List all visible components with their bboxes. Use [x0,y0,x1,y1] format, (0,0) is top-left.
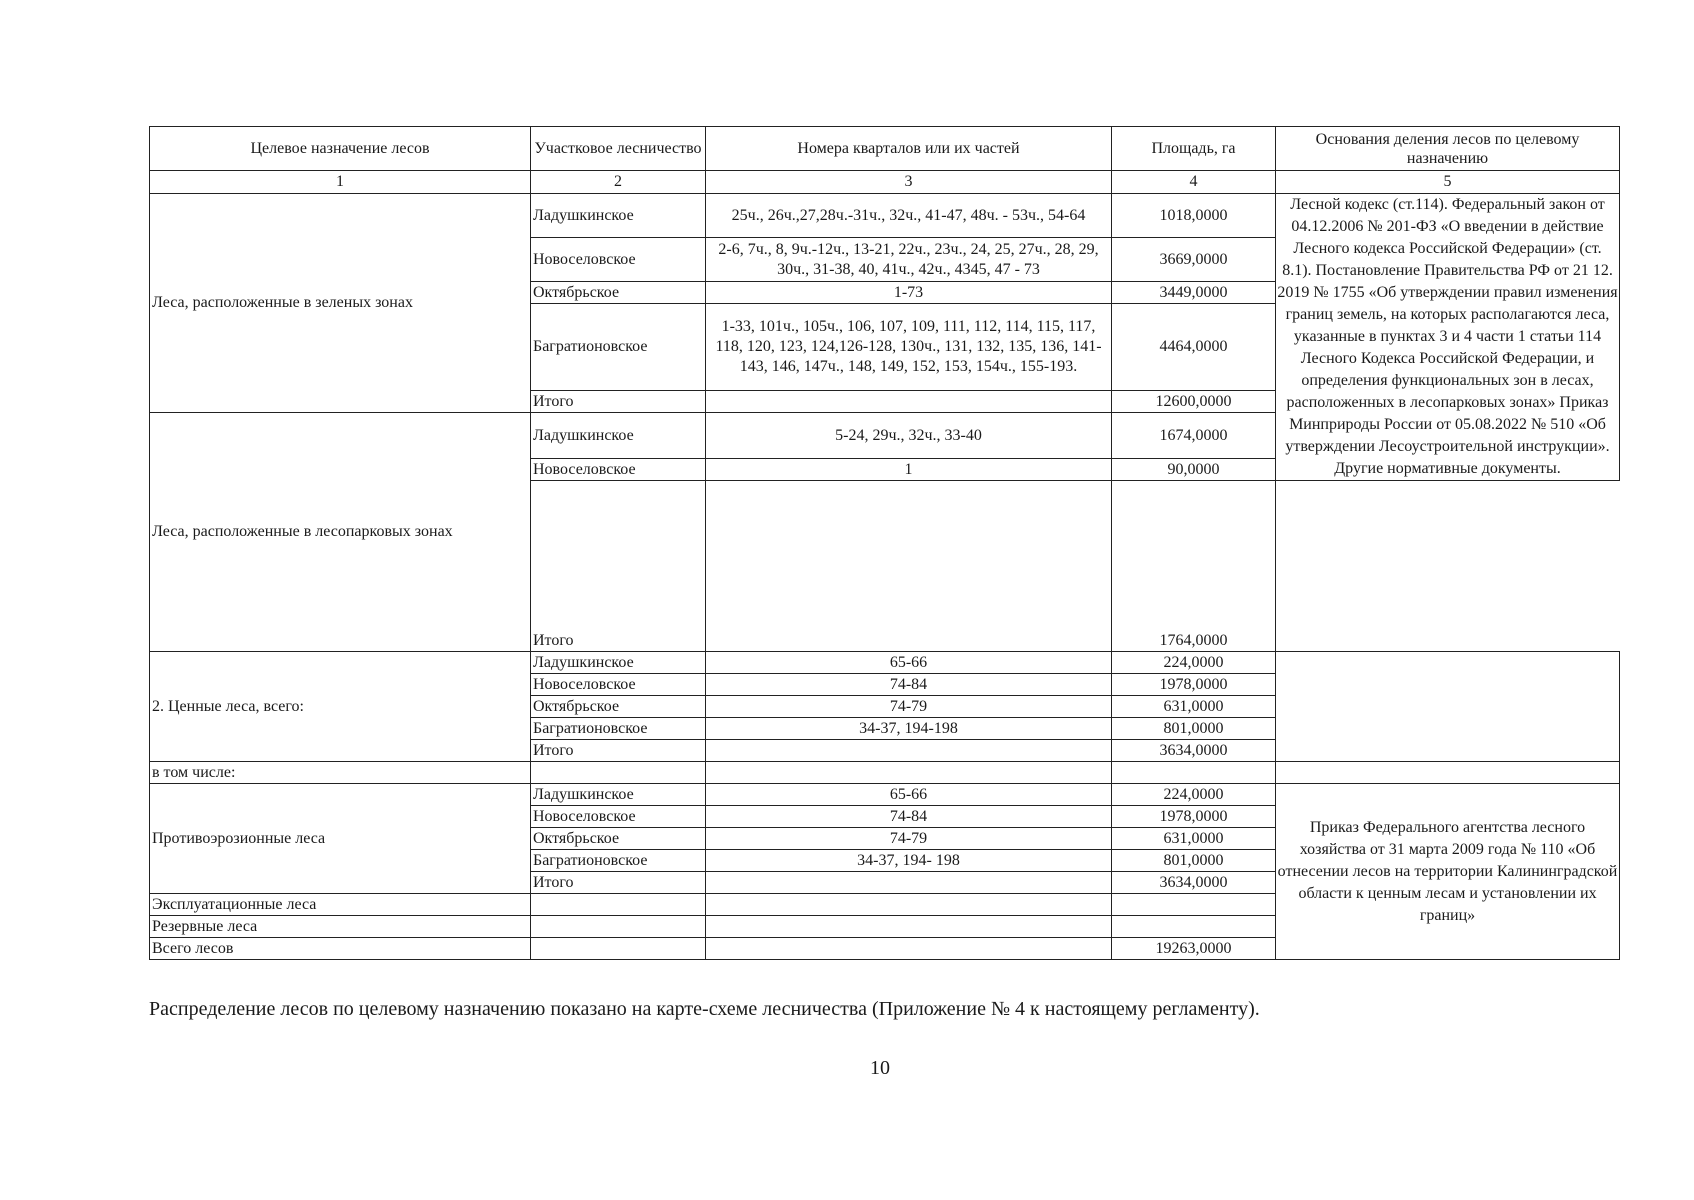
table-row [150,194,1620,238]
quarters-cell: 65-66 [706,652,1112,674]
area-cell: 3449,0000 [1112,282,1276,304]
including-label: в том числе: [150,762,531,784]
forestry-cell: Ладушкинское [531,413,706,459]
table-row [150,784,1620,806]
quarters-cell [706,740,1112,762]
forestry-cell: Ладушкинское [531,194,706,238]
column-number: 2 [531,171,706,194]
header-basis: Основания деления лесов по целевому назначению [1276,127,1620,171]
quarters-cell: 1-33, 101ч., 105ч., 106, 107, 109, 111, 112, 114, 115, 117, 118, 120, 123, 124,126-128, 130ч., 131, 132, 135, 136, 141-143, 146, 147ч., 148, 149, 152, 153, 154ч., 155-193. [706,304,1112,391]
column-number: 1 [150,171,531,194]
forestry-cell: Новоселовское [531,806,706,828]
basis-order-cell: Приказ Федерального агентства лесного хозяйства от 31 марта 2009 года № 110 «Об отнесении лесов на территории Калининградской области к ценным лесам и установлении их границ» [1276,784,1620,960]
area-cell: 1674,0000 [1112,413,1276,459]
area-cell: 1018,0000 [1112,194,1276,238]
area-cell: 4464,0000 [1112,304,1276,391]
forestry-cell: Ладушкинское [531,784,706,806]
area-cell: 90,0000 [1112,459,1276,481]
area-cell: 801,0000 [1112,718,1276,740]
forestry-cell: Итого [531,872,706,894]
basis-legal-cell: Лесной кодекс (ст.114). Федеральный закон от 04.12.2006 № 201-ФЗ «О введении в действие Лесного кодекса Российской Федерации» (ст. 8.1). Постановление Правительства РФ от 21 12. 2019 № 1755 «Об утверждении правил изменения границ земель, на которых располагаются леса, указанные в пунктах 3 и 4 части 1 статьи 114 Лесного Кодекса Российской Федерации, и определения функциональных зон в лесах, расположенных в лесопарковых зонах» Приказ Минприроды России от 05.08.2022 № 510 «Об утверждении Лесоустроительной инструкции». Другие нормативные документы. [1276,194,1620,481]
forestry-cell: Ладушкинское [531,652,706,674]
quarters-cell: 25ч., 26ч.,27,28ч.-31ч., 32ч., 41-47, 48ч. - 53ч., 54-64 [706,194,1112,238]
column-number-row [150,171,1620,194]
empty-cell [1112,894,1276,916]
quarters-cell [706,872,1112,894]
forestry-cell: Октябрьское [531,696,706,718]
forestry-cell: Итого [531,391,706,413]
quarters-cell: 74-84 [706,674,1112,696]
page-number: 10 [870,1057,890,1079]
quarters-cell: 74-84 [706,806,1112,828]
quarters-cell: 74-79 [706,828,1112,850]
forestry-cell: Итого [531,740,706,762]
area-cell: 3669,0000 [1112,238,1276,282]
quarters-cell: 1-73 [706,282,1112,304]
total-area: 19263,0000 [1112,938,1276,960]
category-valuable: 2. Ценные леса, всего: [150,652,531,762]
empty-cell [1112,762,1276,784]
area-cell: 3634,0000 [1112,872,1276,894]
column-number: 5 [1276,171,1620,194]
quarters-cell: 5-24, 29ч., 32ч., 33-40 [706,413,1112,459]
forestry-cell: Багратионовское [531,304,706,391]
category-green-zones: Леса, расположенные в зеленых зонах [150,194,531,413]
reserve-label: Резервные леса [150,916,531,938]
area-cell: 1978,0000 [1112,674,1276,696]
empty-cell [706,894,1112,916]
area-cell: 631,0000 [1112,696,1276,718]
forestry-cell: Новоселовское [531,459,706,481]
area-cell: 631,0000 [1112,828,1276,850]
forestry-cell: Багратионовское [531,718,706,740]
category-anti-erosion: Противоэрозионные леса [150,784,531,894]
column-number: 3 [706,171,1112,194]
quarters-cell: 74-79 [706,696,1112,718]
quarters-cell [706,481,1112,652]
basis-empty-cell [1276,652,1620,762]
area-cell: 224,0000 [1112,784,1276,806]
forestry-cell: Октябрьское [531,828,706,850]
map-reference-caption: Распределение лесов по целевому назначению показано на карте-схеме лесничества (Приложение № 4 к настоящему регламенту). [149,998,1260,1020]
forestry-cell: Октябрьское [531,282,706,304]
empty-cell [531,916,706,938]
header-area: Площадь, га [1112,127,1276,171]
empty-cell [531,894,706,916]
quarters-cell: 1 [706,459,1112,481]
total-label: Всего лесов [150,938,531,960]
header-purpose: Целевое назначение лесов [150,127,531,171]
exploitation-label: Эксплуатационные леса [150,894,531,916]
header-row [150,127,1620,171]
category-park-zones: Леса, расположенные в лесопарковых зонах [150,413,531,652]
empty-cell [531,938,706,960]
header-forestry: Участковое лесничество [531,127,706,171]
empty-cell [706,938,1112,960]
empty-cell [1276,762,1620,784]
forest-purpose-table [149,126,1620,960]
header-quarters: Номера кварталов или их частей [706,127,1112,171]
forestry-cell: Новоселовское [531,674,706,696]
area-cell: 1978,0000 [1112,806,1276,828]
area-cell: 1764,0000 [1112,481,1276,652]
quarters-cell: 2-6, 7ч., 8, 9ч.-12ч., 13-21, 22ч., 23ч., 24, 25, 27ч., 28, 29, 30ч., 31-38, 40, 41ч., 42ч., 4345, 47 - 73 [706,238,1112,282]
empty-cell [706,916,1112,938]
quarters-cell: 65-66 [706,784,1112,806]
column-number: 4 [1112,171,1276,194]
quarters-cell [706,391,1112,413]
table-row [150,762,1620,784]
forestry-cell: Багратионовское [531,850,706,872]
forestry-cell: Новоселовское [531,238,706,282]
empty-cell [706,762,1112,784]
quarters-cell: 34-37, 194- 198 [706,850,1112,872]
empty-cell [1112,916,1276,938]
table-row [150,652,1620,674]
area-cell: 3634,0000 [1112,740,1276,762]
forestry-cell: Итого [531,481,706,652]
quarters-cell: 34-37, 194-198 [706,718,1112,740]
area-cell: 12600,0000 [1112,391,1276,413]
area-cell: 224,0000 [1112,652,1276,674]
empty-cell [531,762,706,784]
area-cell: 801,0000 [1112,850,1276,872]
